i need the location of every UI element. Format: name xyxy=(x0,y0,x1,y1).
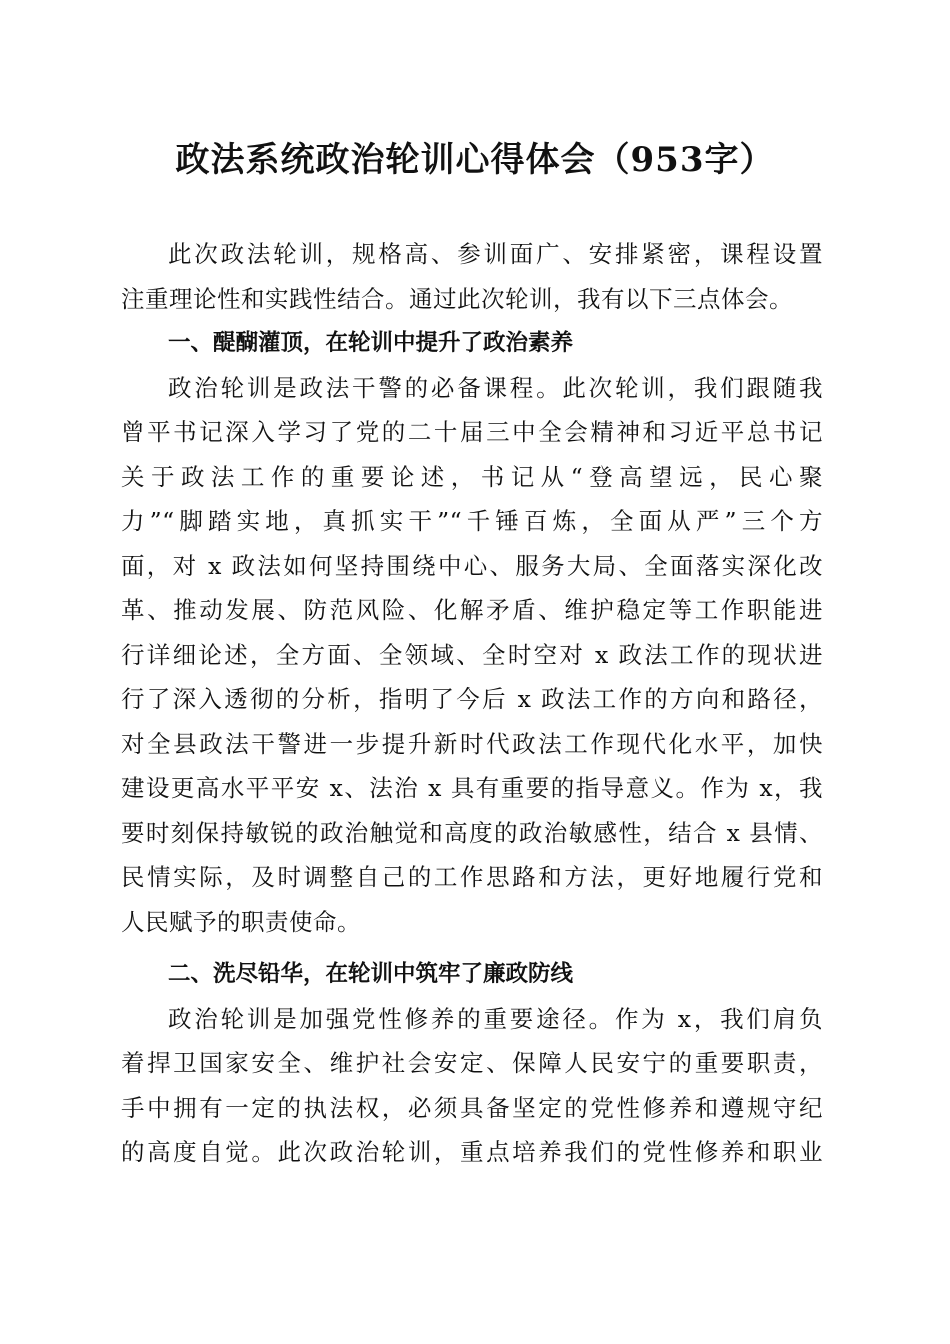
section-1-line: 面，对 x 政法如何坚持围绕中心、服务大局、全面落实深化改 xyxy=(121,551,823,580)
section-2-line: 手中拥有一定的执法权，必须具备坚定的党性修养和遵规守纪 xyxy=(121,1093,823,1122)
section-1-line: 政治轮训是政法干警的必备课程。此次轮训，我们跟随我 xyxy=(168,373,823,402)
section-2-line: 着捍卫国家安全、维护社会安定、保障人民安宁的重要职责， xyxy=(121,1049,823,1077)
section-1-line: 要时刻保持敏锐的政治触觉和高度的政治敏感性，结合 x 县情、 xyxy=(121,818,823,847)
section-2-line: 政治轮训是加强党性修养的重要途径。作为 x，我们肩负 xyxy=(168,1004,823,1033)
section-1-line: 建设更高水平平安 x、法治 x 具有重要的指导意义。作为 x，我 xyxy=(121,774,823,802)
intro-line: 此次政法轮训，规格高、参训面广、安排紧密，课程设置 xyxy=(168,240,823,268)
section-1-heading: 一、醍醐灌顶，在轮训中提升了政治素养 xyxy=(168,330,574,356)
section-2-heading: 二、洗尽铅华，在轮训中筑牢了廉政防线 xyxy=(168,961,574,987)
section-1-line: 力”“脚踏实地，真抓实干”“千锤百炼，全面从严”三个方 xyxy=(121,507,823,535)
document-body xyxy=(121,232,823,1175)
section-1-line: 革、推动发展、防范风险、化解矛盾、维护稳定等工作职能进 xyxy=(121,596,823,624)
section-1-line: 对全县政法干警进一步提升新时代政法工作现代化水平，加快 xyxy=(121,729,823,758)
document-title: 政法系统政治轮训心得体会（953字） xyxy=(175,140,775,180)
section-2-line: 的高度自觉。此次政治轮训，重点培养我们的党性修养和职业 xyxy=(121,1138,823,1166)
section-1-line: 行详细论述，全方面、全领域、全时空对 x 政法工作的现状进 xyxy=(121,640,823,669)
section-1-line: 曾平书记深入学习了党的二十届三中全会精神和习近平总书记 xyxy=(121,418,823,446)
intro-line: 注重理论性和实践性结合。通过此次轮训，我有以下三点体会。 xyxy=(121,284,793,313)
section-1-line: 关于政法工作的重要论述，书记从“登高望远，民心聚 xyxy=(121,462,823,491)
section-1-line: 民情实际，及时调整自己的工作思路和方法，更好地履行党和 xyxy=(121,863,823,891)
section-1-line: 人民赋予的职责使命。 xyxy=(121,907,361,936)
section-1-line: 行了深入透彻的分析，指明了今后 x 政法工作的方向和路径， xyxy=(121,685,823,713)
